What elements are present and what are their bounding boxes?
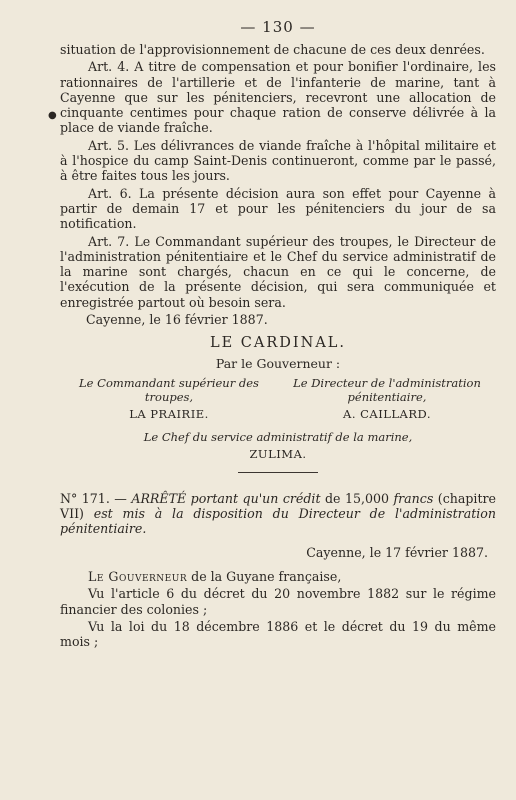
left-title-2: troupes, [144,389,194,404]
gouverneur-label: Le Gouverneur [88,569,188,585]
arrete-title-part-2: de 15,000 [320,490,394,506]
section-divider [238,472,318,473]
arrete-title-part-3: francs [393,490,434,506]
vu-paragraph-1: Vu l'article 6 du décret du 20 novembre 1882 sur le régime financier des colonies ; [60,586,496,617]
right-title-1: Le Directeur de l'administration [293,376,481,391]
chef-title: Le Chef du service administratif de la marine, [143,429,413,444]
arrete-title-part-4: (chapitre VII) [60,490,496,522]
signature-right [278,377,496,422]
arrete-date: Cayenne, le 17 février 1887. [306,544,488,560]
paragraph-art-5: Art. 5. Les délivrances de viande fraîche à l'hôpital militaire et à l'hospice du camp Saint-Denis continueront, comme par le passé, à être faites tous les jours. [60,137,496,184]
signature-name: LE CARDINAL. [209,335,347,352]
arrete-number: N° 171. — [60,490,132,506]
vu-paragraph-2: Vu la loi du 18 décembre 1886 et le décret du 19 du même mois ; [60,618,496,650]
paragraph-art-6: Art. 6. La présente décision aura son effet pour Cayenne à partir de demain 17 et pour les pénitenciers du jour de sa notification. [60,185,496,232]
page-number: — 130 — [240,18,316,36]
left-title-1: Le Commandant supérieur des [79,376,259,391]
right-title-2: pénitentiaire, [347,389,427,404]
signature-left [60,377,278,422]
arrete-title-part-1: ARRÊTÉ portant qu'un crédit [131,490,321,506]
margin-mark: ● [48,110,57,121]
signature-par: Par le Gouverneur : [215,356,341,372]
arrete-title-part-5: est mis à la disposition du Directeur de l'administration pénitentiaire. [60,506,496,537]
paragraph-art-7: Art. 7. Le Commandant supérieur des troupes, le Directeur de l'administration pénitentiaire et le Chef du service administratif de la marine sont chargés, chacun en ce qui le concerne, de l'exécution de la présente décision, qui sera communiquée et enregistrée partout où besoin sera. [60,233,496,310]
arrete-heading [60,491,496,537]
paragraph-continuation: situation de l'approvisionnement de chacune de ces deux denrées. [60,42,485,57]
signature-columns [60,377,496,422]
gouverneur-line [60,569,496,584]
chef-name: ZULIMA. [249,446,307,461]
date-line: Cayenne, le 16 février 1887. [86,312,268,328]
right-name: A. CAILLARD. [343,407,431,422]
left-name: LA PRAIRIE. [129,407,209,422]
paragraph-art-4: Art. 4. A titre de compensation et pour bonifier l'ordinaire, les rationnaires de l'artillerie et de l'infanterie de marine, tant à Cayenne que sur les pénitenciers, recevront une allocation de cinquante centimes pour chaque ration de conserve délivrée à la place de viande fraîche. [60,59,496,136]
gouverneur-rest: de la Guyane française, [187,569,342,585]
